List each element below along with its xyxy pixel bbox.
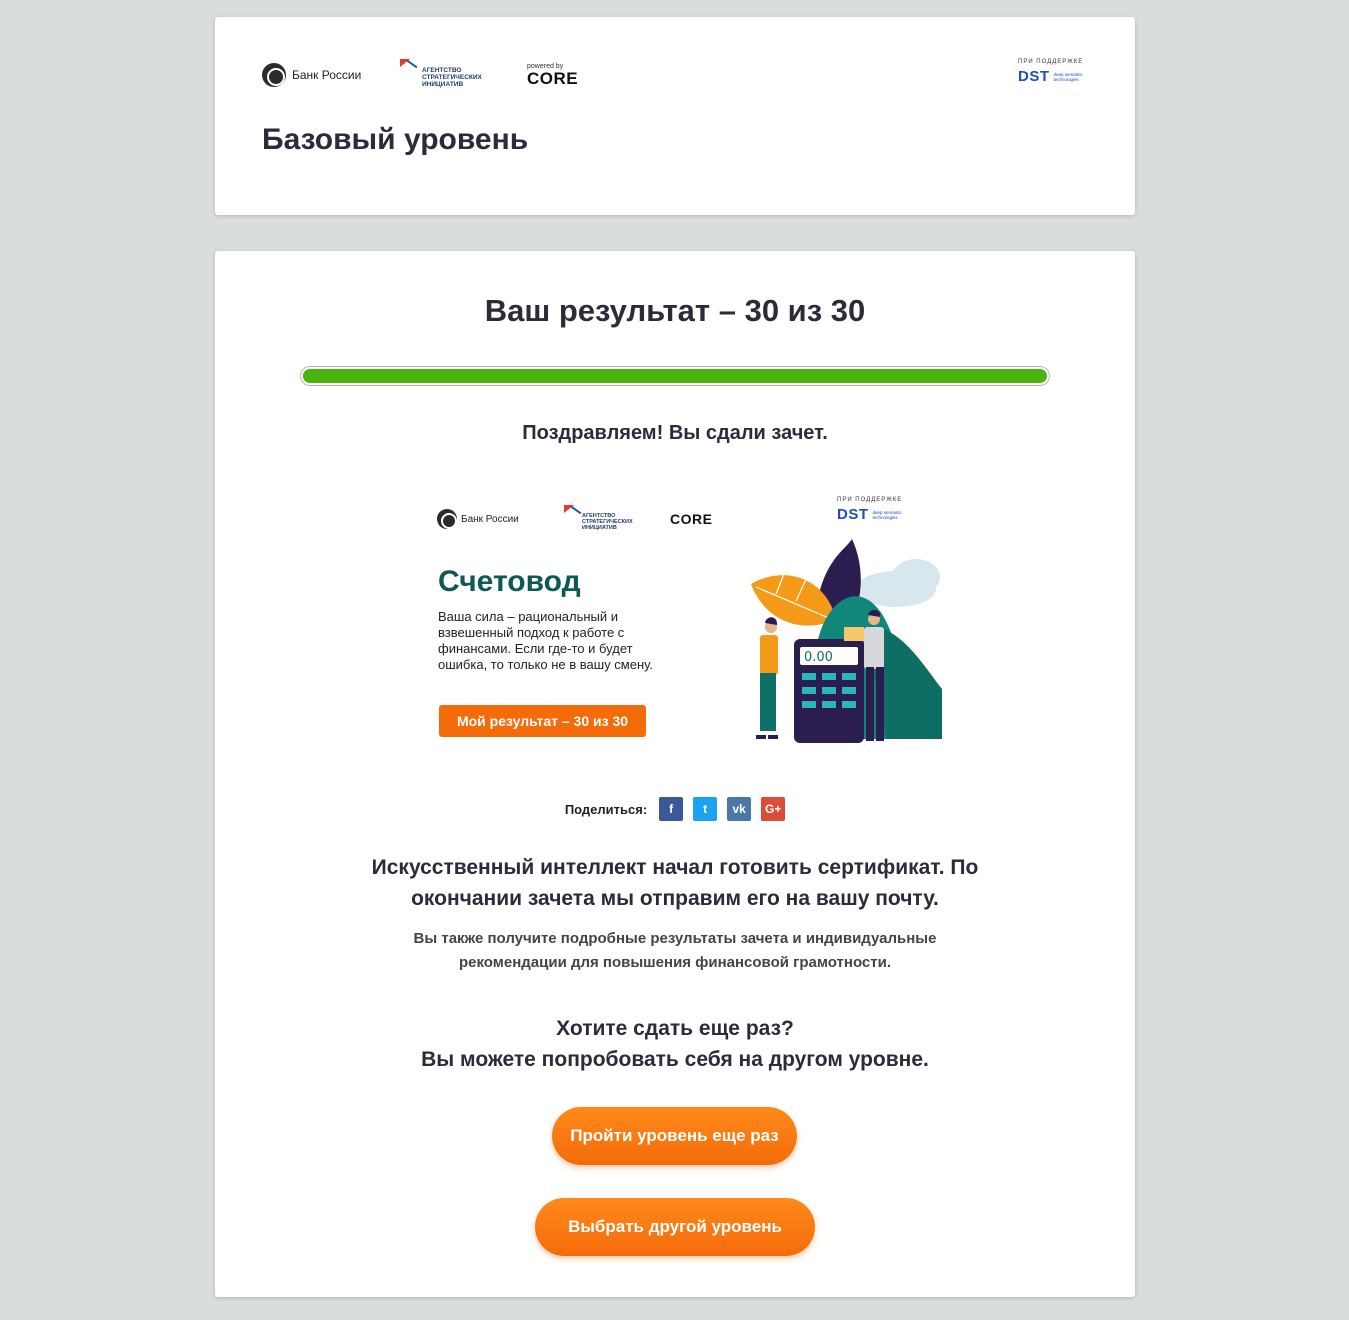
recommendations-line: Вы также получите подробные результаты зачета и индивидуальные xyxy=(413,930,937,947)
partner-logos xyxy=(262,59,1088,99)
badge-core-logo: CORE xyxy=(670,511,713,527)
twitter-icon[interactable]: t xyxy=(693,797,717,821)
congrats-message: Поздравляем! Вы сдали зачет. xyxy=(522,422,828,444)
asi-line: СТРАТЕГИЧЕСКИХ xyxy=(422,74,482,81)
badge-bank-text: Банк России xyxy=(461,513,519,525)
certificate-line: Искусственный интеллект начал готовить сертификат. По xyxy=(371,856,979,879)
result-badge-image xyxy=(430,489,940,761)
header-card xyxy=(215,17,1135,215)
bank-of-russia-logo xyxy=(262,63,361,87)
support-text: ПРИ ПОДДЕРЖКЕ xyxy=(837,497,903,503)
badge-title: Счетовод xyxy=(438,565,581,598)
dst-text: DST xyxy=(837,506,869,523)
result-title: Ваш результат – 30 из 30 xyxy=(484,293,866,328)
retry-prompt-line: Хотите сдать еще раз? xyxy=(556,1017,794,1040)
asi-line: АГЕНТСТВО xyxy=(422,67,462,74)
facebook-icon[interactable]: f xyxy=(659,797,683,821)
dst-text: DST xyxy=(1018,68,1050,85)
powered-by-text: powered by xyxy=(527,63,564,70)
choose-other-level-button[interactable]: Выбрать другой уровень xyxy=(535,1198,815,1256)
dst-sub-line: deep semantic xyxy=(872,509,902,515)
google-plus-icon[interactable]: G+ xyxy=(761,797,785,821)
score-progress-fill xyxy=(303,369,1047,383)
asi-arrow-icon xyxy=(400,59,418,73)
badge-partner-logos xyxy=(437,493,927,533)
bank-logo-text: Банк России xyxy=(292,68,362,82)
badge-asi-logo xyxy=(564,505,634,535)
certificate-message xyxy=(215,852,1135,914)
accountant-illustration xyxy=(746,539,942,761)
core-logo xyxy=(527,63,578,87)
badge-bank-logo xyxy=(437,509,519,529)
asi-logo xyxy=(400,59,482,93)
dst-sub-line: technologies xyxy=(1053,76,1079,82)
asi-arrow-icon xyxy=(564,505,582,519)
dst-sub-line: deep semantic xyxy=(1053,71,1083,77)
badge-description: Ваша сила – рациональный и взвешенный подход к работе с финансами. Если где-то и будет ошибка, то только не в вашу смену. xyxy=(438,609,653,672)
share-bar xyxy=(215,797,1135,821)
retry-prompt-line: Вы можете попробовать себя на другом уровне. xyxy=(421,1048,929,1071)
level-title: Базовый уровень xyxy=(262,123,529,156)
recommendations-line: рекомендации для повышения финансовой грамотности. xyxy=(458,954,892,971)
recommendations-message xyxy=(215,927,1135,975)
vk-icon[interactable]: vk xyxy=(727,797,751,821)
asi-line: ИНИЦИАТИВ xyxy=(582,525,617,531)
dst-sub-line: technologies xyxy=(872,514,898,520)
calculator-display: 0.00 xyxy=(804,650,833,665)
badge-result: Мой результат – 30 из 30 xyxy=(439,705,646,737)
asi-line: АГЕНТСТВО xyxy=(582,513,616,519)
asi-line: ИНИЦИАТИВ xyxy=(422,81,464,88)
score-progress-bar xyxy=(300,366,1050,386)
core-text: CORE xyxy=(527,69,579,88)
eagle-icon xyxy=(437,509,457,529)
asi-line: СТРАТЕГИЧЕСКИХ xyxy=(582,519,633,525)
certificate-line: окончании зачета мы отправим его на вашу почту. xyxy=(411,887,939,910)
badge-dst-logo xyxy=(837,497,917,523)
eagle-icon xyxy=(262,63,286,87)
retry-level-button[interactable]: Пройти уровень еще раз xyxy=(552,1107,797,1165)
result-card xyxy=(215,251,1135,1297)
share-label: Поделиться: xyxy=(564,801,648,817)
dst-logo xyxy=(1018,59,1088,85)
retry-prompt xyxy=(215,1013,1135,1075)
support-text: ПРИ ПОДДЕРЖКЕ xyxy=(1018,59,1084,65)
